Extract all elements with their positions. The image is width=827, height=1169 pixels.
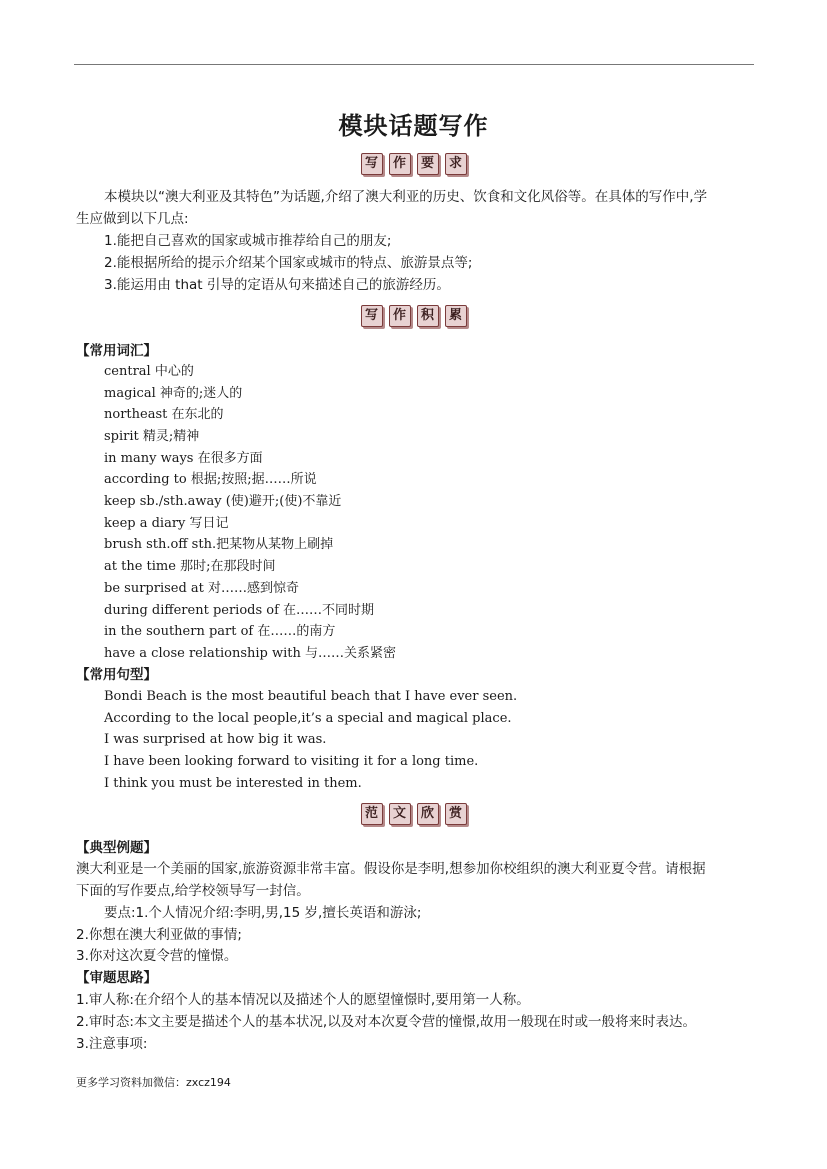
badge-char: 作 bbox=[389, 305, 411, 327]
badge-char: 文 bbox=[389, 803, 411, 825]
section-badge-requirements bbox=[0, 153, 827, 177]
vocab-item: at the time 那时;在那段时间 bbox=[104, 559, 276, 574]
vocab-item: be surprised at 对……感到惊奇 bbox=[104, 581, 300, 596]
intro-point: 3.能运用由 that 引导的定语从句来描述自己的旅游经历。 bbox=[104, 277, 450, 293]
sentence-item: I was surprised at how big it was. bbox=[104, 732, 327, 747]
vocab-item: during different periods of 在……不同时期 bbox=[104, 603, 375, 618]
analysis-item: 2.审时态:本文主要是描述个人的基本状况,以及对本次夏令营的憧憬,故用一般现在时或一般将来时表达。 bbox=[76, 1014, 697, 1030]
example-point: 2.你想在澳大利亚做的事情; bbox=[76, 927, 242, 943]
page-title: 模块话题写作 bbox=[338, 111, 489, 140]
example-line: 澳大利亚是一个美丽的国家,旅游资源非常丰富。假设你是李明,想参加你校组织的澳大利亚夏令营。请根据 bbox=[76, 861, 706, 877]
sentences-heading: 【常用句型】 bbox=[76, 667, 157, 683]
section-badge-accumulation bbox=[0, 305, 827, 329]
sentence-item: I think you must be interested in them. bbox=[104, 776, 362, 791]
badge-char: 赏 bbox=[445, 803, 467, 825]
sentence-item: Bondi Beach is the most beautiful beach that I have ever seen. bbox=[104, 689, 518, 704]
badge-char: 积 bbox=[417, 305, 439, 327]
example-line: 下面的写作要点,给学校领导写一封信。 bbox=[76, 883, 310, 899]
vocab-item: spirit 精灵;精神 bbox=[104, 429, 200, 444]
intro-line-2: 生应做到以下几点: bbox=[76, 211, 189, 227]
vocab-item: in the southern part of 在……的南方 bbox=[104, 624, 336, 639]
badge-char: 写 bbox=[361, 153, 383, 175]
example-heading: 【典型例题】 bbox=[76, 840, 157, 856]
footer-note: 更多学习资料加微信：zxcz194 bbox=[76, 1076, 231, 1089]
badge-char: 求 bbox=[445, 153, 467, 175]
vocab-item: keep a diary 写日记 bbox=[104, 516, 229, 531]
badge-char: 累 bbox=[445, 305, 467, 327]
analysis-item: 3.注意事项: bbox=[76, 1036, 148, 1052]
badge-char: 欣 bbox=[417, 803, 439, 825]
example-point: 3.你对这次夏令营的憧憬。 bbox=[76, 948, 238, 964]
section-badge-appreciation bbox=[0, 803, 827, 827]
badge-char: 作 bbox=[389, 153, 411, 175]
intro-line-1: 本模块以“澳大利亚及其特色”为话题,介绍了澳大利亚的历史、饮食和文化风俗等。在具体的写作中,学 bbox=[104, 189, 708, 205]
vocab-item: northeast 在东北的 bbox=[104, 407, 224, 422]
vocab-item: according to 根据;按照;据……所说 bbox=[104, 472, 317, 487]
sentence-item: I have been looking forward to visiting it for a long time. bbox=[104, 754, 479, 769]
analysis-item: 1.审人称:在介绍个人的基本情况以及描述个人的愿望憧憬时,要用第一人称。 bbox=[76, 992, 530, 1008]
vocab-item: brush sth.off sth.把某物从某物上刷掉 bbox=[104, 537, 334, 552]
header-rule bbox=[74, 64, 754, 65]
analysis-heading: 【审题思路】 bbox=[76, 970, 157, 986]
intro-point: 1.能把自己喜欢的国家或城市推荐给自己的朋友; bbox=[104, 233, 392, 249]
sentence-item: According to the local people,it’s a special and magical place. bbox=[104, 711, 512, 726]
vocab-heading: 【常用词汇】 bbox=[76, 343, 157, 359]
example-point: 要点:1.个人情况介绍:李明,男,15 岁,擅长英语和游泳; bbox=[104, 905, 422, 921]
badge-char: 写 bbox=[361, 305, 383, 327]
vocab-item: in many ways 在很多方面 bbox=[104, 451, 263, 466]
vocab-item: have a close relationship with 与……关系紧密 bbox=[104, 646, 397, 661]
intro-point: 2.能根据所给的提示介绍某个国家或城市的特点、旅游景点等; bbox=[104, 255, 473, 271]
badge-char: 范 bbox=[361, 803, 383, 825]
vocab-item: keep sb./sth.away (使)避开;(使)不靠近 bbox=[104, 494, 342, 509]
badge-char: 要 bbox=[417, 153, 439, 175]
vocab-item: magical 神奇的;迷人的 bbox=[104, 386, 243, 401]
vocab-item: central 中心的 bbox=[104, 364, 194, 379]
